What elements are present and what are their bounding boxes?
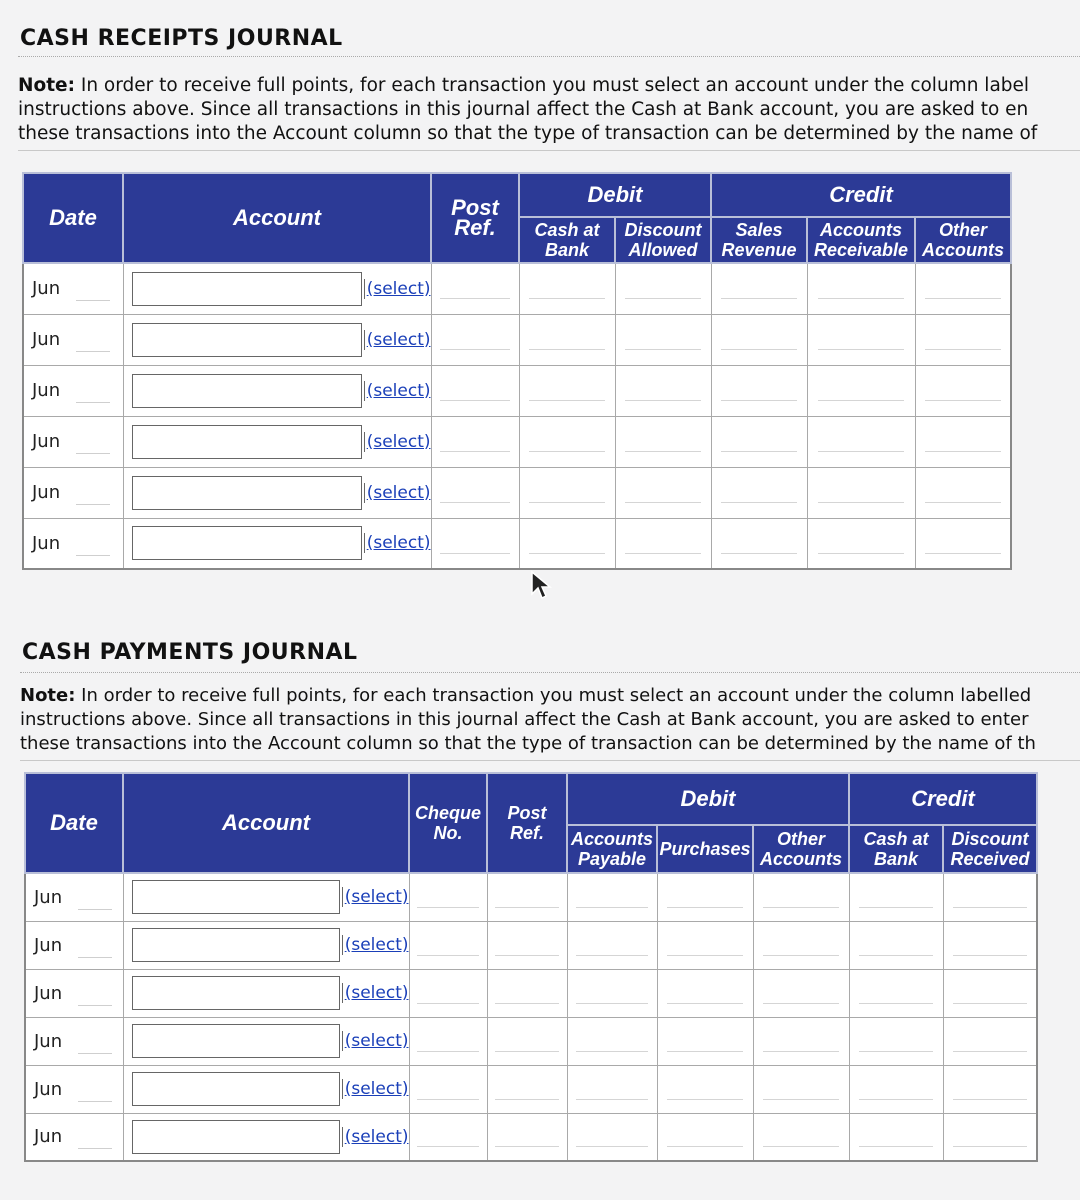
day-input[interactable] xyxy=(78,1124,112,1149)
day-input[interactable] xyxy=(76,327,110,352)
purchases-cell xyxy=(657,969,753,1017)
month-label: Jun xyxy=(32,278,61,300)
accounts-payable-input[interactable] xyxy=(576,1031,647,1052)
cash-at-bank-cell xyxy=(849,921,943,969)
accounts-payable-cell xyxy=(567,1065,657,1113)
header-cash-at-bank: Cash at Bank xyxy=(519,217,615,263)
post-ref-input[interactable] xyxy=(495,1126,558,1147)
cash-at-bank-input[interactable] xyxy=(859,887,933,908)
discount-received-cell xyxy=(943,969,1037,1017)
account-cell xyxy=(123,969,409,1017)
post-ref-input[interactable] xyxy=(495,1031,558,1052)
cash-at-bank-input[interactable] xyxy=(529,431,605,452)
cash-at-bank-input[interactable] xyxy=(529,278,605,299)
table-row xyxy=(23,416,1011,467)
payments-note-rule xyxy=(20,760,1080,761)
post-ref-cell xyxy=(431,467,519,518)
cash-at-bank-input[interactable] xyxy=(859,1079,933,1100)
date-cell xyxy=(23,467,123,518)
account-input[interactable] xyxy=(132,976,340,1010)
cheque-no-input[interactable] xyxy=(417,1031,479,1052)
select-account-link[interactable]: (select) xyxy=(342,935,409,955)
account-cell xyxy=(123,921,409,969)
receipts-note-line-3: these transactions into the Account column so that the type of transaction can be determined by the name of xyxy=(18,123,1038,144)
header-accounts-payable: Accounts Payable xyxy=(567,825,657,873)
header-debit: Debit xyxy=(567,773,849,825)
accounts-receivable-cell xyxy=(807,365,915,416)
other-accounts-cell xyxy=(915,416,1011,467)
select-account-link[interactable]: (select) xyxy=(342,983,409,1003)
cash-at-bank-cell xyxy=(519,467,615,518)
accounts-receivable-input[interactable] xyxy=(818,329,904,350)
date-cell xyxy=(25,1113,123,1161)
sales-revenue-input[interactable] xyxy=(721,278,797,299)
accounts-payable-cell xyxy=(567,873,657,921)
day-input[interactable] xyxy=(76,429,110,454)
purchases-input[interactable] xyxy=(667,1079,743,1100)
table-row xyxy=(23,314,1011,365)
header-cash-at-bank: Cash at Bank xyxy=(849,825,943,873)
post-ref-input[interactable] xyxy=(440,329,510,350)
header-discount-received: Discount Received xyxy=(943,825,1037,873)
month-label: Jun xyxy=(32,532,61,554)
month-label: Jun xyxy=(34,1126,63,1148)
select-account-link[interactable]: (select) xyxy=(342,1127,409,1147)
table-row xyxy=(25,969,1037,1017)
discount-allowed-cell xyxy=(615,467,711,518)
post-ref-input[interactable] xyxy=(440,482,510,503)
month-label: Jun xyxy=(32,431,61,452)
cash-at-bank-cell xyxy=(849,873,943,921)
select-account-link[interactable]: (select) xyxy=(342,1031,409,1051)
receipts-note-line-2: instructions above. Since all transactions in this journal affect the Cash at Bank account, you are asked to en xyxy=(18,99,1029,120)
month-label: Jun xyxy=(32,329,61,350)
header-other-accounts: Other Accounts xyxy=(753,825,849,873)
other-accounts-cell xyxy=(915,518,1011,569)
discount-allowed-input[interactable] xyxy=(625,380,701,401)
discount-received-cell xyxy=(943,1017,1037,1065)
cash-at-bank-cell xyxy=(519,263,615,314)
header-date: Date xyxy=(25,773,123,873)
purchases-cell xyxy=(657,1065,753,1113)
header-account: Account xyxy=(123,173,431,263)
table-row xyxy=(23,365,1011,416)
select-account-link[interactable]: (select) xyxy=(364,483,431,503)
sales-revenue-cell xyxy=(711,467,807,518)
header-cheque-no: Cheque No. xyxy=(409,773,487,873)
date-cell xyxy=(25,1065,123,1113)
post-ref-cell xyxy=(487,921,567,969)
discount-received-cell xyxy=(943,1065,1037,1113)
post-ref-cell xyxy=(487,969,567,1017)
header-post-ref: Post Ref. xyxy=(431,173,519,263)
receipts-note xyxy=(18,74,1080,146)
cash-at-bank-input[interactable] xyxy=(859,935,933,956)
other-accounts-input[interactable] xyxy=(925,533,1001,554)
day-input[interactable] xyxy=(78,933,112,958)
date-cell xyxy=(23,263,123,314)
header-purchases: Purchases xyxy=(657,825,753,873)
account-cell xyxy=(123,518,431,569)
select-account-link[interactable]: (select) xyxy=(364,279,431,299)
account-input[interactable] xyxy=(132,272,362,306)
other-accounts-cell xyxy=(915,263,1011,314)
accounts-receivable-cell xyxy=(807,314,915,365)
cheque-no-cell xyxy=(409,969,487,1017)
cheque-no-input[interactable] xyxy=(417,887,479,908)
table-row xyxy=(25,1065,1037,1113)
cheque-no-input[interactable] xyxy=(417,1126,479,1147)
accounts-payable-input[interactable] xyxy=(576,935,647,956)
cash-at-bank-input[interactable] xyxy=(529,482,605,503)
payments-note-label: Note: xyxy=(20,685,76,706)
accounts-receivable-cell xyxy=(807,263,915,314)
header-account: Account xyxy=(123,773,409,873)
discount-allowed-input[interactable] xyxy=(625,329,701,350)
table-row xyxy=(25,1113,1037,1161)
accounts-receivable-input[interactable] xyxy=(818,533,904,554)
day-input[interactable] xyxy=(78,1029,112,1054)
header-credit: Credit xyxy=(849,773,1037,825)
account-input[interactable] xyxy=(132,526,362,560)
month-label: Jun xyxy=(34,1030,63,1052)
sales-revenue-cell xyxy=(711,518,807,569)
post-ref-input[interactable] xyxy=(495,935,558,956)
receipts-note-rule xyxy=(18,150,1080,151)
other-accounts-input[interactable] xyxy=(763,935,839,956)
header-post-ref: Post Ref. xyxy=(487,773,567,873)
header-sales-revenue: Sales Revenue xyxy=(711,217,807,263)
cheque-no-cell xyxy=(409,1017,487,1065)
other-accounts-cell xyxy=(915,365,1011,416)
other-accounts-cell xyxy=(753,1017,849,1065)
discount-received-input[interactable] xyxy=(953,1031,1027,1052)
post-ref-input[interactable] xyxy=(495,887,558,908)
purchases-input[interactable] xyxy=(667,935,743,956)
other-accounts-input[interactable] xyxy=(925,278,1001,299)
purchases-cell xyxy=(657,921,753,969)
account-input[interactable] xyxy=(132,374,362,408)
account-input[interactable] xyxy=(132,928,340,962)
date-cell xyxy=(25,921,123,969)
accounts-payable-input[interactable] xyxy=(576,1079,647,1100)
discount-allowed-cell xyxy=(615,314,711,365)
cash-at-bank-cell xyxy=(849,1113,943,1161)
mouse-pointer-icon xyxy=(530,570,552,600)
day-input[interactable] xyxy=(76,378,110,403)
sales-revenue-cell xyxy=(711,263,807,314)
date-cell xyxy=(25,969,123,1017)
other-accounts-cell xyxy=(753,969,849,1017)
month-label: Jun xyxy=(34,934,63,956)
sales-revenue-cell xyxy=(711,365,807,416)
table-row xyxy=(25,873,1037,921)
header-credit: Credit xyxy=(711,173,1011,217)
cheque-no-input[interactable] xyxy=(417,983,479,1004)
other-accounts-cell xyxy=(915,314,1011,365)
cash-at-bank-cell xyxy=(519,314,615,365)
discount-allowed-cell xyxy=(615,518,711,569)
accounts-payable-cell xyxy=(567,969,657,1017)
date-cell xyxy=(25,873,123,921)
discount-allowed-cell xyxy=(615,365,711,416)
cash-receipts-table xyxy=(22,172,1012,570)
accounts-receivable-cell xyxy=(807,518,915,569)
account-cell xyxy=(123,1017,409,1065)
cash-at-bank-input[interactable] xyxy=(529,329,605,350)
accounts-receivable-input[interactable] xyxy=(818,431,904,452)
other-accounts-cell xyxy=(915,467,1011,518)
cash-payments-table xyxy=(24,772,1038,1162)
select-account-link[interactable]: (select) xyxy=(342,887,409,907)
select-account-link[interactable]: (select) xyxy=(364,381,431,401)
discount-allowed-input[interactable] xyxy=(625,533,701,554)
post-ref-cell xyxy=(487,873,567,921)
other-accounts-cell xyxy=(753,1065,849,1113)
sales-revenue-input[interactable] xyxy=(721,482,797,503)
cash-at-bank-cell xyxy=(519,365,615,416)
other-accounts-input[interactable] xyxy=(925,329,1001,350)
purchases-input[interactable] xyxy=(667,1031,743,1052)
purchases-input[interactable] xyxy=(667,983,743,1004)
post-ref-input[interactable] xyxy=(495,1079,558,1100)
other-accounts-input[interactable] xyxy=(925,380,1001,401)
account-cell xyxy=(123,365,431,416)
header-accounts-receivable: Accounts Receivable xyxy=(807,217,915,263)
post-ref-input[interactable] xyxy=(440,380,510,401)
purchases-cell xyxy=(657,1017,753,1065)
cheque-no-cell xyxy=(409,921,487,969)
date-cell xyxy=(23,365,123,416)
discount-received-cell xyxy=(943,1113,1037,1161)
month-label: Jun xyxy=(34,1078,63,1100)
other-accounts-input[interactable] xyxy=(925,482,1001,503)
post-ref-input[interactable] xyxy=(495,983,558,1004)
accounts-receivable-cell xyxy=(807,467,915,518)
cheque-no-cell xyxy=(409,1065,487,1113)
account-cell xyxy=(123,314,431,365)
date-cell xyxy=(23,314,123,365)
cash-at-bank-cell xyxy=(849,969,943,1017)
month-label: Jun xyxy=(32,380,61,401)
discount-allowed-cell xyxy=(615,263,711,314)
discount-received-input[interactable] xyxy=(953,935,1027,956)
day-input[interactable] xyxy=(76,480,110,505)
post-ref-cell xyxy=(487,1113,567,1161)
header-other-accounts: Other Accounts xyxy=(915,217,1011,263)
payments-note-line-1: In order to receive full points, for each transaction you must select an account under the column labelled xyxy=(75,685,1032,706)
post-ref-cell xyxy=(431,314,519,365)
discount-allowed-cell xyxy=(615,416,711,467)
account-cell xyxy=(123,1113,409,1161)
select-account-link[interactable]: (select) xyxy=(364,533,431,553)
other-accounts-cell xyxy=(753,921,849,969)
accounts-payable-cell xyxy=(567,1113,657,1161)
cash-at-bank-input[interactable] xyxy=(859,983,933,1004)
cash-at-bank-cell xyxy=(849,1065,943,1113)
account-cell xyxy=(123,263,431,314)
account-input[interactable] xyxy=(132,1120,340,1154)
discount-received-input[interactable] xyxy=(953,887,1027,908)
post-ref-cell xyxy=(431,518,519,569)
select-account-link[interactable]: (select) xyxy=(342,1079,409,1099)
receipts-note-label: Note: xyxy=(18,75,75,96)
cash-at-bank-cell xyxy=(519,518,615,569)
month-label: Jun xyxy=(34,886,63,908)
accounts-payable-input[interactable] xyxy=(576,983,647,1004)
payments-note-line-3: these transactions into the Account column so that the type of transaction can be determined by the name of th xyxy=(20,733,1036,754)
accounts-payable-cell xyxy=(567,921,657,969)
select-account-link[interactable]: (select) xyxy=(364,330,431,350)
month-label: Jun xyxy=(32,482,61,503)
cash-at-bank-input[interactable] xyxy=(859,1031,933,1052)
header-debit: Debit xyxy=(519,173,711,217)
account-input[interactable] xyxy=(132,1072,340,1106)
discount-received-input[interactable] xyxy=(953,983,1027,1004)
account-input[interactable] xyxy=(132,323,362,357)
accounts-payable-cell xyxy=(567,1017,657,1065)
sales-revenue-input[interactable] xyxy=(721,431,797,452)
other-accounts-input[interactable] xyxy=(763,983,839,1004)
sales-revenue-cell xyxy=(711,416,807,467)
account-input[interactable] xyxy=(132,1024,340,1058)
table-row xyxy=(23,467,1011,518)
post-ref-cell xyxy=(487,1065,567,1113)
other-accounts-input[interactable] xyxy=(763,887,839,908)
month-label: Jun xyxy=(34,982,63,1004)
purchases-cell xyxy=(657,873,753,921)
account-input[interactable] xyxy=(132,425,362,459)
table-row xyxy=(23,518,1011,569)
cash-at-bank-input[interactable] xyxy=(529,533,605,554)
receipts-title-rule xyxy=(18,56,1080,57)
sales-revenue-input[interactable] xyxy=(721,533,797,554)
purchases-cell xyxy=(657,1113,753,1161)
date-cell xyxy=(23,416,123,467)
other-accounts-input[interactable] xyxy=(763,1031,839,1052)
discount-received-cell xyxy=(943,921,1037,969)
accounts-receivable-cell xyxy=(807,416,915,467)
post-ref-cell xyxy=(431,365,519,416)
payments-note xyxy=(20,684,1080,756)
payments-title: CASH PAYMENTS JOURNAL xyxy=(22,640,358,665)
day-input[interactable] xyxy=(76,276,110,301)
accounts-payable-input[interactable] xyxy=(576,887,647,908)
cash-at-bank-input[interactable] xyxy=(859,1126,933,1147)
discount-allowed-input[interactable] xyxy=(625,482,701,503)
accounts-receivable-input[interactable] xyxy=(818,482,904,503)
table-row xyxy=(23,263,1011,314)
day-input[interactable] xyxy=(76,531,110,556)
discount-allowed-input[interactable] xyxy=(625,278,701,299)
sales-revenue-cell xyxy=(711,314,807,365)
other-accounts-input[interactable] xyxy=(763,1079,839,1100)
post-ref-cell xyxy=(431,416,519,467)
account-input[interactable] xyxy=(132,880,340,914)
header-date: Date xyxy=(23,173,123,263)
account-cell xyxy=(123,873,409,921)
other-accounts-cell xyxy=(753,1113,849,1161)
discount-received-input[interactable] xyxy=(953,1079,1027,1100)
other-accounts-cell xyxy=(753,873,849,921)
cheque-no-cell xyxy=(409,873,487,921)
payments-title-rule xyxy=(20,672,1080,673)
date-cell xyxy=(23,518,123,569)
table-row xyxy=(25,1017,1037,1065)
date-cell xyxy=(25,1017,123,1065)
sales-revenue-input[interactable] xyxy=(721,380,797,401)
day-input[interactable] xyxy=(78,1077,112,1102)
post-ref-input[interactable] xyxy=(440,278,510,299)
account-cell xyxy=(123,416,431,467)
receipts-note-line-1: In order to receive full points, for each transaction you must select an account under the column label xyxy=(74,75,1030,96)
purchases-input[interactable] xyxy=(667,1126,743,1147)
sales-revenue-input[interactable] xyxy=(721,329,797,350)
cash-at-bank-cell xyxy=(849,1017,943,1065)
discount-received-input[interactable] xyxy=(953,1126,1027,1147)
accounts-receivable-input[interactable] xyxy=(818,278,904,299)
post-ref-cell xyxy=(431,263,519,314)
post-ref-cell xyxy=(487,1017,567,1065)
day-input[interactable] xyxy=(78,885,112,910)
receipts-title: CASH RECEIPTS JOURNAL xyxy=(20,26,343,51)
post-ref-input[interactable] xyxy=(440,533,510,554)
accounts-receivable-input[interactable] xyxy=(818,380,904,401)
cheque-no-input[interactable] xyxy=(417,1079,479,1100)
cheque-no-input[interactable] xyxy=(417,935,479,956)
other-accounts-input[interactable] xyxy=(763,1126,839,1147)
cash-at-bank-cell xyxy=(519,416,615,467)
day-input[interactable] xyxy=(78,981,112,1006)
account-cell xyxy=(123,1065,409,1113)
account-input[interactable] xyxy=(132,476,362,510)
cash-at-bank-input[interactable] xyxy=(529,380,605,401)
select-account-link[interactable]: (select) xyxy=(364,432,431,452)
table-row xyxy=(25,921,1037,969)
header-discount-allowed: Discount Allowed xyxy=(615,217,711,263)
accounts-payable-input[interactable] xyxy=(576,1126,647,1147)
discount-received-cell xyxy=(943,873,1037,921)
post-ref-input[interactable] xyxy=(440,431,510,452)
cheque-no-cell xyxy=(409,1113,487,1161)
other-accounts-input[interactable] xyxy=(925,431,1001,452)
purchases-input[interactable] xyxy=(667,887,743,908)
payments-note-line-2: instructions above. Since all transactions in this journal affect the Cash at Bank account, you are asked to enter xyxy=(20,709,1029,730)
account-cell xyxy=(123,467,431,518)
discount-allowed-input[interactable] xyxy=(625,431,701,452)
